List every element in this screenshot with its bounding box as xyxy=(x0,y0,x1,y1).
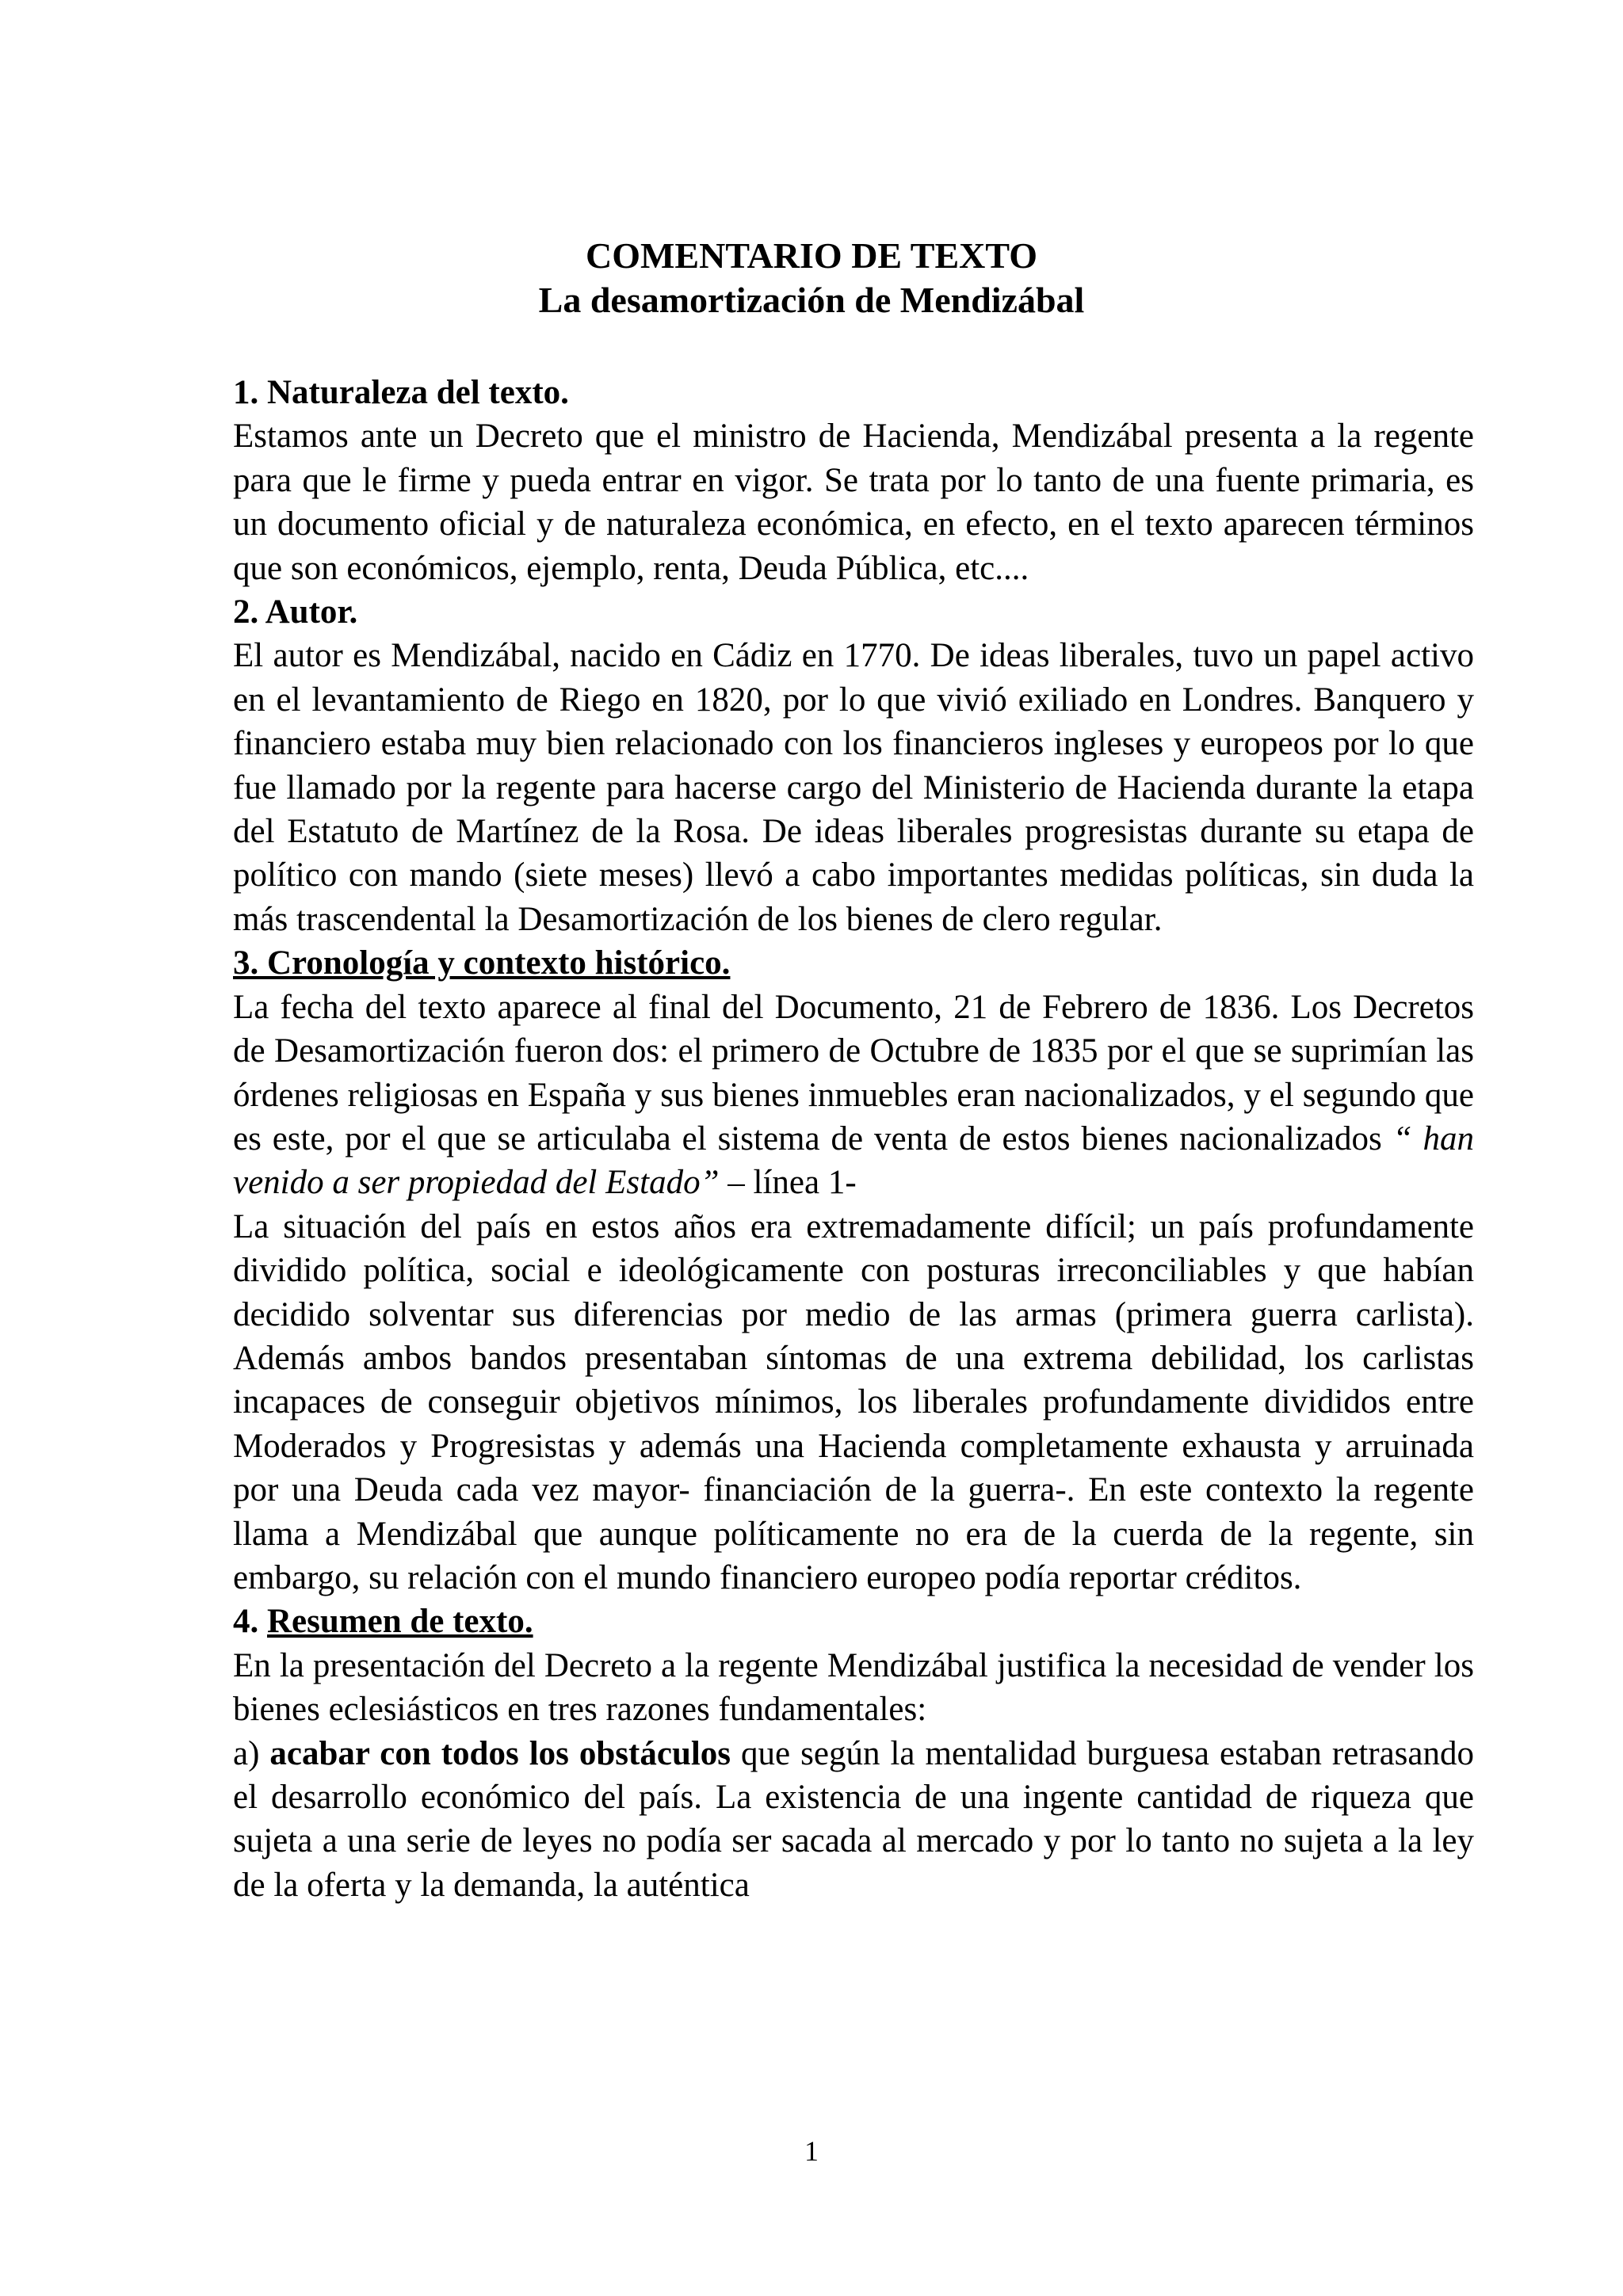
document-title: COMENTARIO DE TEXTO xyxy=(586,235,1037,276)
section-3-heading xyxy=(233,941,1474,985)
section-1-paragraph: Estamos ante un Decreto que el ministro de Hacienda, Mendizábal presenta a la regente para que le firme y pueda entrar en vigor. Se trata por lo tanto de una fuente primaria, es un documento oficial y de naturaleza económica, en efecto, en el texto aparecen términos que son económicos, ejemplo, renta, Deuda Pública, etc.... xyxy=(233,418,1474,587)
section-2-heading: 2. Autor. xyxy=(233,593,358,631)
title-block xyxy=(0,234,1623,322)
section-1-heading: 1. Naturaleza del texto. xyxy=(233,374,569,411)
section-4-heading xyxy=(233,1600,1474,1643)
page-number: 1 xyxy=(804,2135,819,2167)
section-2-paragraph: El autor es Mendizábal, nacido en Cádiz en 1770. De ideas liberales, tuvo un papel activo en el levantamiento de Riego en 1820, por lo que vivió exiliado en Londres. Banquero y financiero estaba muy bien relacionado con los financieros ingleses y europeos por lo que fue llamado por la regente para hacerse cargo del Ministerio de Hacienda durante la etapa del Estatuto de Martínez de la Rosa. De ideas liberales progresistas durante su etapa de político con mando (siete meses) llevó a cabo importantes medidas políticas, sin duda la más trascendental la Desamortización de los bienes de clero regular. xyxy=(233,637,1474,938)
section-3-paragraph-1-text-a: La fecha del texto aparece al final del Documento, 21 de Febrero de 1836. Los Decretos de Desamortización fueron dos: el primero de Octubre de 1835 por el que se suprimían las órdenes religiosas en España y sus bienes inmuebles eran nacionalizados, y el segundo que es este, por el que se articulaba el sistema de venta de estos bienes nacionalizados xyxy=(233,988,1474,1158)
section-4-bold-phrase: acabar con todos los obstáculos xyxy=(269,1734,731,1772)
document-subtitle: La desamortización de Mendizábal xyxy=(538,280,1085,320)
section-4-paragraph-1: En la presentación del Decreto a la regente Mendizábal justifica la necesidad de vender los bienes eclesiásticos en tres razones fundamentales: xyxy=(233,1646,1474,1729)
section-3-paragraph-2: La situación del país en estos años era extremadamente difícil; un país profundamente dividido política, social e ideológicamente con posturas irreconciliables y que habían decidido solventar sus diferencias por medio de las armas (primera guerra carlista). Además ambos bandos presentaban síntomas de una extrema debilidad, los carlistas incapaces de conseguir objetivos mínimos, los liberales profundamente divididos entre Moderados y Progresistas y además una Hacienda completamente exhausta y arruinada por una Deuda cada vez mayor- financiación de la guerra-. En este contexto la regente llama a Mendizábal que aunque políticamente no era de la cuerda de la regente, sin embargo, su relación con el mundo financiero europeo podía reportar créditos. xyxy=(233,1207,1474,1596)
section-4-paragraph-2 xyxy=(233,1732,1474,1908)
section-3-heading-text: 3. Cronología y contexto histórico. xyxy=(233,944,731,982)
section-4-paragraph-2-rest: que según la mentalidad burguesa estaban retrasando el desarrollo económico del país. La existencia de una ingente cantidad de riqueza que sujeta a una serie de leyes no podía ser sacada al mercado y por lo tanto no sujeta a la ley de la oferta y la demanda, la auténtica xyxy=(233,1734,1475,1904)
section-3-quote: “ han venido a ser propiedad del Estado” xyxy=(233,1119,1474,1202)
section-4-heading-number: 4. xyxy=(233,1603,267,1641)
section-3-paragraph-1 xyxy=(233,986,1474,1205)
section-4-paragraph-2-prefix: a) xyxy=(233,1734,270,1772)
section-4-heading-text: Resumen de texto. xyxy=(267,1603,533,1641)
section-3-paragraph-1-text-b: – línea 1- xyxy=(719,1164,857,1202)
document-body xyxy=(233,371,1474,1907)
